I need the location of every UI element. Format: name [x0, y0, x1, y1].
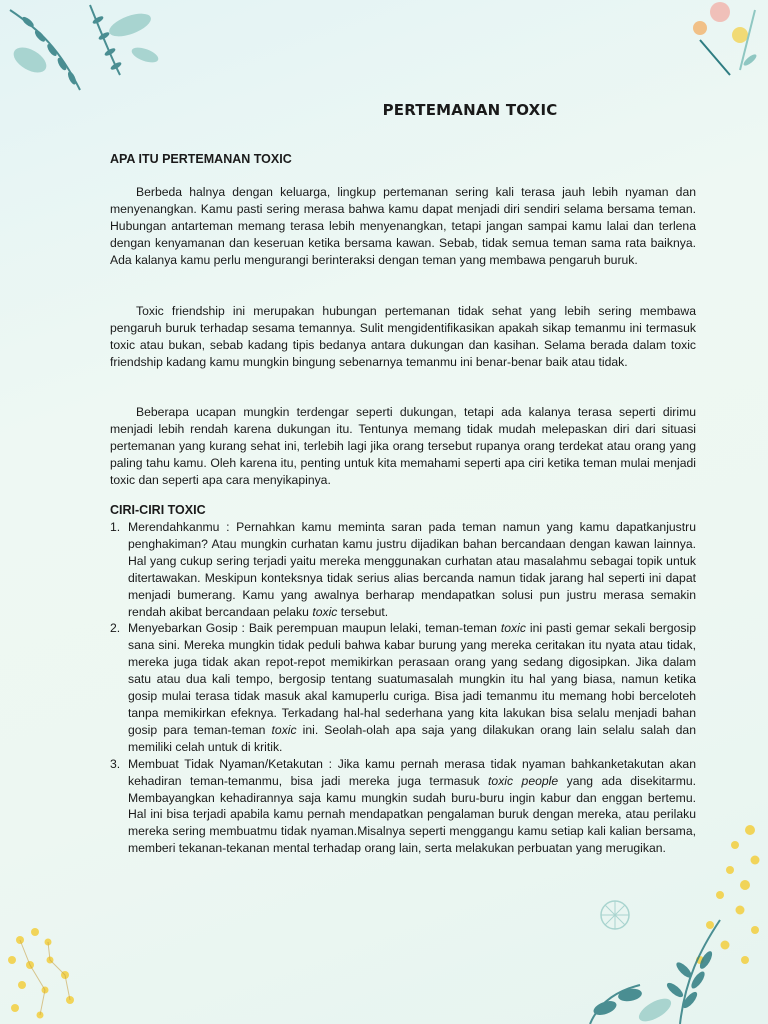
- list-item: [110, 756, 696, 857]
- list-number: 2.: [110, 621, 121, 636]
- document-page: [110, 0, 696, 1024]
- paragraph-3: Beberapa ucapan mungkin terdengar seperti dukungan, tetapi ada kalanya terasa seperti dirimu menjadi lebih rendah karena dukungan itu. Tentunya memang tidak mudah melepaskan diri dari situasi pertemanan yang kurang sehat ini, terlebih lagi jika orang tersebut rupanya orang terdekat atau orang yang paling tahu kamu. Oleh karena itu, penting untuk kita memahami seperti apa ciri ketika teman mulai menjadi toxic dan seperti apa cara menyikapinya.: [110, 405, 696, 487]
- bottom-left-flower-decoration: [0, 920, 110, 1024]
- item-text: Membuat Tidak Nyaman/Ketakutan : Jika kamu pernah merasa tidak nyaman bahkanketakutan akan kehadiran teman-temanmu, bisa jadi mereka juga termasuk: [128, 756, 696, 788]
- item-text: Merendahkanmu : Pernahkan kamu meminta saran pada teman namun yang kamu dapatkanjustru penghakiman? Atau mungkin curhatan kamu justru dijadikan bahan bercandaan dengan kawan lainnya. Hal yang cukup sering terjadi yaitu mereka menggunakan curhatan atau masalahmu sebagai topik untuk ditertawakan. Meskipun konteksnya tidak serius alias bercanda namun tidak jarang hal seperti ini dapat menjadi bumerang. Kamu yang awalnya berharap mendapatkan solusi pun justru merasa semakin rendah akibat bercandaan pelaku: [128, 520, 696, 619]
- list-number: 3.: [110, 756, 121, 771]
- paragraph-2: Toxic friendship ini merupakan hubungan pertemanan tidak sehat yang lebih sering membawa pengaruh buruk terhadap sesama temannya. Sulit mengidentifikasikan apakah sikap temanmu ini termasuk toxic atau bukan, sebab kadang tipis bedanya antara dukungan dan kasihan. Selama berada dalam toxic friendship kadang kamu mungkin bingung sebenarnya temanmu ini benar-benar baik atau tidak.: [110, 304, 696, 369]
- item-text: Menyebarkan Gosip : Baik perempuan maupun lelaki, teman-teman: [128, 621, 501, 636]
- characteristics-list: [110, 519, 696, 857]
- item-text: yang ada disekitarmu. Membayangkan kehadirannya saja kamu mungkin sudah buru-buru ingin kabur dan enggan bertemu. Hal ini bisa terjadi apabila kamu pernah mendapatkan pengalaman buruk dengan mereka, atau perilaku mereka sering membuatmu tidak nyaman.Misalnya seperti menggangu kamu setiap kali kalian bersama, memberi tekanan-tekanan mental terhadap orang lain, serta melakukan perbuatan yang merugikan.: [128, 773, 697, 856]
- paragraph-1: Berbeda halnya dengan keluarga, lingkup pertemanan sering kali terasa jauh lebih nyaman dan menyenangkan. Kamu pasti sering merasa bahwa kamu dapat menjadi diri sendiri selama bersama teman. Hubungan antarteman memang terasa lebih menyenangkan, tetapi jangan sampai kamu lalai dan terlena dengan kenyamanan dan keseruan ketika bersama kawan. Sebab, tidak semua teman sama rata baiknya. Ada kalanya kamu perlu mengurangi berinteraksi dengan teman yang membawa pengaruh buruk.: [110, 185, 696, 267]
- item-text: tersebut.: [337, 604, 389, 619]
- list-item: [110, 620, 696, 755]
- document-title: PERTEMANAN TOXIC: [382, 101, 558, 119]
- list-number: 1.: [110, 520, 121, 534]
- item-emphasis: toxic people: [488, 773, 559, 788]
- item-emphasis: toxic: [312, 604, 338, 619]
- item-emphasis: toxic: [271, 722, 297, 737]
- section-heading-characteristics: CIRI-CIRI TOXIC: [110, 503, 206, 517]
- list-item: [110, 519, 696, 620]
- item-text: ini pasti gemar sekali bergosip sana sini. Mereka mungkin tidak peduli bahwa kabar burung yang mereka ceritakan itu nyata atau tidak, mereka juga tidak akan repot-repot memikirkan perasaan orang yang sedang digosipkan. Jika dalam satu atau dua kali tempo, bergosip tentang suatumasalah mungkin itu hal yang biasa, namun ketika gosip mulai terasa tidak masuk akal kamuperlu curiga. Bisa jadi temanmu itu memang hobi berceloteh tanpa memikirkan efeknya. Terkadang hal-hal sederhana yang kita lakukan bisa selalu menjadi bahan gosip para teman-teman: [128, 621, 696, 737]
- item-emphasis: toxic: [500, 621, 526, 636]
- section-heading-what-is: APA ITU PERTEMANAN TOXIC: [110, 152, 292, 166]
- item-text: ini. Seolah-olah apa saja yang dilakukan orang lain selalu salah dan memiliki celah untuk di kritik.: [128, 722, 696, 754]
